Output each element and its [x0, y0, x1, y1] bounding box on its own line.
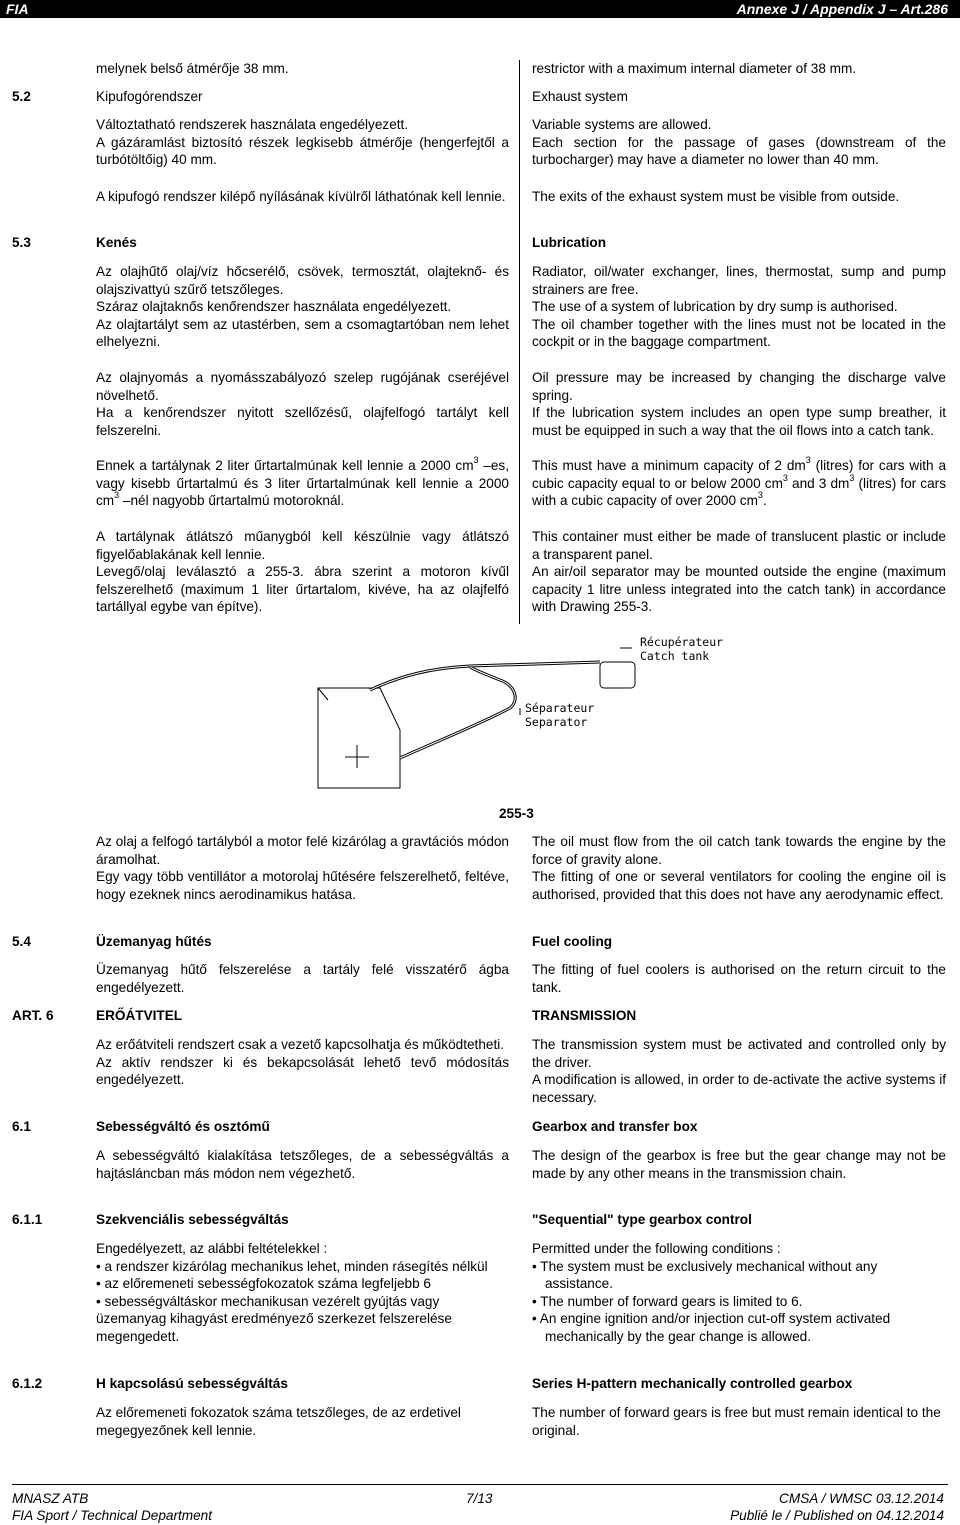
text-line: Az erőátviteli rendszert csak a vezető kapcsolhatja és működtetheti. [96, 1037, 505, 1052]
text-span: . [762, 493, 767, 508]
list-hu [96, 1240, 509, 1345]
text-line: Each section for the passage of gases (downstream of the turbocharger) may have a diameter no lower than 40 mm. [532, 134, 946, 167]
section-title-en: Gearbox and transfer box [532, 1119, 698, 1134]
text-line: Oil pressure may be increased by changing the discharge valve spring. [532, 370, 946, 403]
paragraph-hu [96, 263, 509, 351]
text-span: (litres) for cars with a cubic capacity of over 2000 cm [532, 475, 946, 508]
text-line: Levegő/olaj leválasztó a 255-3. ábra szerint a motoron kívűl felszerelhető (maximum 1 liter űrtartalom, kivéve, ha az olajfelfó tartállyal egybe van építve). [96, 564, 509, 614]
footer-left-2: FIA Sport / Technical Department [12, 1508, 212, 1523]
text-span: –nél nagyobb űrtartalmú motoroknál. [119, 493, 345, 508]
paragraph-hu [96, 1036, 509, 1089]
catch-tank [600, 662, 635, 688]
text-line: The fitting of one or several ventilators for cooling the engine oil is authorised, provided that this does not have any aerodynamic effect. [532, 869, 946, 902]
list-intro: Engedélyezett, az alábbi feltételekkel : [96, 1241, 328, 1256]
text-line: The transmission system must be activated and controlled only by the driver. [532, 1037, 946, 1070]
section-title-hu: Sebességváltó és osztómű [96, 1119, 270, 1134]
paragraph-hu [96, 833, 509, 903]
paragraph-en [532, 457, 946, 510]
superscript: 3 [849, 472, 855, 483]
text-line: An air/oil separator may be mounted outside the engine (maximum capacity 1 litre unless integrated into the catch tank) in accordance with Drawing 255-3. [532, 564, 946, 614]
footer-page-number: 7/13 [466, 1491, 493, 1506]
paragraph-hu [96, 457, 509, 510]
superscript: 3 [805, 455, 811, 466]
label-catch-en: Catch tank [640, 649, 710, 663]
text-line: Ha a kenőrendszer nyitott szellőzésű, olajfelfogó tartályt kell felszerelni. [96, 405, 509, 438]
text-line: The oil must flow from the oil catch tank towards the engine by the force of gravity alone. [532, 834, 946, 867]
text-line: Egy vagy több ventillátor a motorolaj hűtésére felszerelhető, feltéve, hogy ezeknek nincs aerodinamikus hatása. [96, 869, 509, 902]
section-title-hu: Szekvenciális sebességváltás [96, 1212, 289, 1227]
section-title-en: Lubrication [532, 235, 607, 250]
paragraph-en: The number of forward gears is free but must remain identical to the original. [532, 1405, 941, 1438]
article-title-hu: ERŐÁTVITEL [96, 1008, 183, 1023]
text-line: Az olaj a felfogó tartályból a motor felé kizárólag a gravtációs módon áramolhat. [96, 834, 509, 867]
text-line: Az aktív rendszer ki és bekapcsolását lehető tevő módosítás engedélyezett. [96, 1054, 509, 1087]
paragraph-hu: A sebességváltó kialakítása tetszőleges, de a sebességváltás a hajtásláncban más módon nem végezhető. [96, 1148, 509, 1181]
continuation-en: restrictor with a maximum internal diameter of 38 mm. [532, 61, 857, 76]
superscript: 3 [757, 490, 763, 501]
header-left: FIA [6, 1, 29, 17]
footer-left-1: MNASZ ATB [12, 1491, 89, 1506]
text-line: The oil chamber together with the lines must not be located in the cockpit or in the baggage compartment. [532, 316, 946, 349]
text-line: If the lubrication system includes an open type sump breather, it must be equipped in such a way that the oil flows into a catch tank. [532, 405, 946, 438]
label-separator-en: Separator [525, 715, 588, 729]
section-title-hu: H kapcsolású sebességváltás [96, 1376, 288, 1391]
paragraph-hu [96, 369, 509, 439]
text-line: A gázáramlást biztosító részek legkisebb átmérője (hengerfejtől a turbótöltőig) 40 mm. [96, 134, 509, 167]
list-item: • The number of forward gears is limited to 6. [532, 1293, 803, 1309]
section-title-en: "Sequential" type gearbox control [532, 1212, 752, 1227]
breather-hose [370, 662, 600, 690]
label-separator-fr: Séparateur [525, 701, 595, 715]
section-title-hu: Üzemanyag hűtés [96, 934, 212, 949]
footer-right-1: CMSA / WMSC 03.12.2014 [779, 1491, 944, 1506]
figure-label: 255-3 [499, 806, 534, 821]
article-number: ART. 6 [12, 1008, 54, 1023]
paragraph-hu: Az előremeneti fokozatok száma tetszőleges, de az erdetivel megegyezőnek kell lennie. [96, 1405, 461, 1438]
text-line: Változtatható rendszerek használata engedélyezett. [96, 117, 409, 132]
label-catch-fr: Récupérateur [640, 635, 724, 649]
paragraph-hu [96, 116, 509, 169]
list-item: • The system must be exclusively mechanical without any assistance. [532, 1258, 878, 1291]
paragraph-en: The design of the gearbox is free but the gear change may not be made by any other means in the transmission chain. [532, 1148, 946, 1181]
section-number: 5.3 [12, 235, 31, 250]
text-span: Ennek a tartálynak 2 liter űrtartalmúnak kell lennie a 2000 cm [96, 458, 474, 473]
footer-right-2: Publié le / Published on 04.12.2014 [730, 1508, 944, 1523]
text-line: A modification is allowed, in order to de-activate the active systems if necessary. [532, 1072, 946, 1105]
oil-catch-tank-drawing [0, 620, 960, 810]
column-divider [519, 60, 520, 624]
page-header [0, 0, 960, 18]
text-line: Radiator, oil/water exchanger, lines, thermostat, sump and pump strainers are free. [532, 264, 946, 297]
article-title-en: TRANSMISSION [532, 1008, 637, 1023]
section-number: 6.1.2 [12, 1376, 43, 1391]
list-item: • An engine ignition and/or injection cut-off system activated mechanically by the gear change is allowed. [532, 1311, 891, 1344]
text-span: (litres) for cars with a cubic capacity equal to or below 2000 cm [532, 458, 947, 491]
text-line: Az olajtartályt sem az utastérben, sem a csomagtartóban nem lehet elhelyezni. [96, 316, 509, 349]
text-line: Az olajnyomás a nyomásszabályozó szelep rugójának cseréjével növelhető. [96, 370, 509, 403]
text-line: A tartálynak átlátszó műanygból kell készülnie vagy átlátszó figyelőablakának kell lennie. [96, 529, 509, 562]
section-number: 5.2 [12, 89, 31, 104]
paragraph-en [532, 833, 946, 903]
section-title-hu: Kenés [96, 235, 137, 250]
section-number: 6.1 [12, 1119, 31, 1134]
text-span: and 3 dm [787, 475, 850, 491]
continuation-hu: melynek belső átmérője 38 mm. [96, 61, 289, 76]
section-number: 5.4 [12, 934, 31, 949]
paragraph-en [532, 116, 946, 169]
paragraph-en: The exits of the exhaust system must be visible from outside. [532, 189, 900, 204]
section-title-en: Series H-pattern mechanically controlled gearbox [532, 1376, 853, 1391]
separator-hose [400, 666, 515, 758]
paragraph-hu: Üzemanyag hűtő felszerelése a tartály felé visszatérő ágba engedélyezett. [96, 962, 509, 995]
paragraph-en [532, 263, 946, 351]
list-item: • a rendszer kizárólag mechanikus lehet, minden rásegítés nélkül [96, 1258, 488, 1274]
paragraph-hu: A kipufogó rendszer kilépő nyílásának kívülről láthatónak kell lennie. [96, 189, 506, 204]
list-item: • sebességváltáskor mechanikusan vezérelt gyújtás vagy üzemanyag kihagyást eredményező szerkezet felszerelése megengedett. [96, 1293, 452, 1344]
section-title-hu: Kipufogórendszer [96, 89, 203, 104]
header-right: Annexe J / Appendix J – Art.286 [736, 1, 948, 17]
section-title-en: Fuel cooling [532, 934, 613, 949]
text-span: This must have a minimum capacity of 2 dm [532, 458, 806, 473]
superscript: 3 [782, 472, 788, 483]
paragraph-en [532, 528, 946, 616]
paragraph-en [532, 1036, 946, 1106]
superscript: 3 [473, 455, 479, 466]
text-line: This container must either be made of translucent plastic or include a transparent panel. [532, 529, 946, 562]
superscript: 3 [114, 490, 120, 501]
section-number: 6.1.1 [12, 1212, 43, 1227]
paragraph-hu [96, 528, 509, 616]
paragraph-en [532, 369, 946, 439]
section-title-en: Exhaust system [532, 89, 628, 104]
footer-rule [12, 1484, 948, 1485]
paragraph-en: The fitting of fuel coolers is authorised on the return circuit to the tank. [532, 962, 946, 995]
list-item: • az előremeneti sebességfokozatok száma legfeljebb 6 [96, 1276, 431, 1291]
text-span: –es, vagy kisebb űrtartalmú és 3 liter űrtartalmúnak kell lennie a 2000 cm [96, 458, 509, 508]
list-en [532, 1240, 946, 1345]
engine-block [318, 688, 400, 788]
text-line: The use of a system of lubrication by dry sump is authorised. [532, 299, 898, 314]
text-line: Variable systems are allowed. [532, 117, 712, 132]
text-line: Az olajhűtő olaj/víz hőcserélő, csövek, termosztát, olajteknő- és olajszivattyú szűrő tetszőleges. [96, 264, 509, 297]
text-line: Száraz olajtaknős kenőrendszer használata engedélyezett. [96, 299, 452, 314]
list-intro: Permitted under the following conditions : [532, 1241, 781, 1256]
